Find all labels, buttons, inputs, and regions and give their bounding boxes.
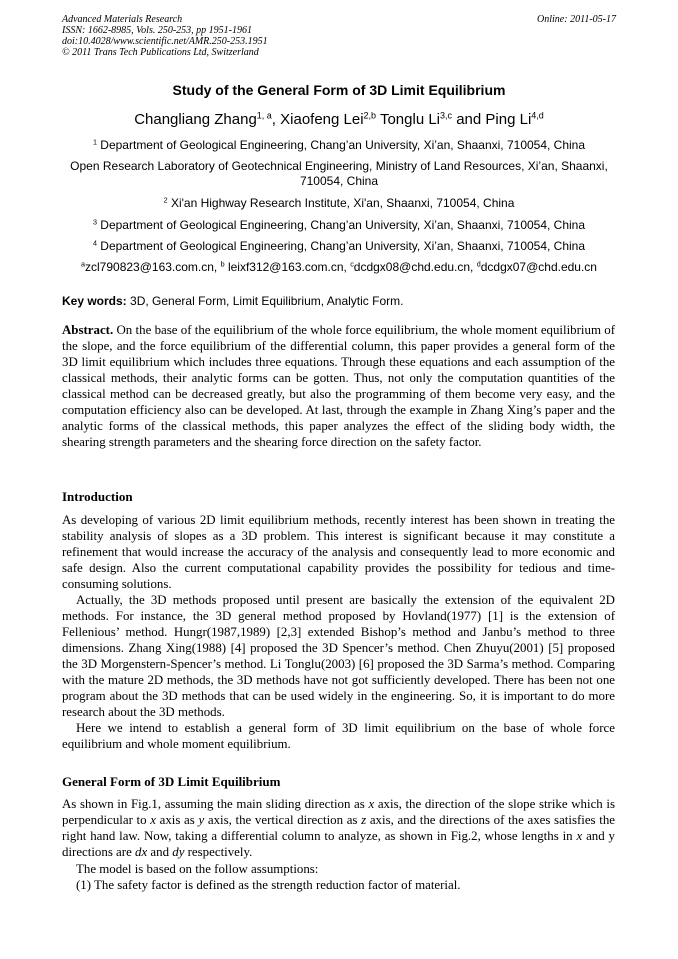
email-address: dcdgx08@chd.edu.cn, — [353, 260, 477, 274]
affiliation — [70, 218, 608, 233]
journal-name: Advanced Materials Research — [62, 14, 183, 25]
author-separator: , — [271, 111, 281, 128]
online-date: Online: 2011-05-17 — [537, 14, 616, 25]
abstract-label: Abstract. — [62, 323, 114, 337]
paragraph: Here we intend to establish a general form of 3D limit equilibrium on the base of whole force equilibrium and whole moment equilibrium. — [62, 721, 615, 751]
affiliation-mark: 4 — [92, 238, 97, 248]
paragraph: (1) The safety factor is defined as the strength reduction factor of material. — [76, 878, 461, 892]
author-name: Changliang Zhang — [134, 111, 257, 128]
affiliation-text: Department of Geological Engineering, Chang’an University, Xi’an, Shaanxi, 710054, China — [100, 239, 586, 253]
email-address: zcl790823@163.com.cn, — [85, 260, 221, 274]
paper-title: Study of the General Form of 3D Limit Equilibrium — [172, 82, 506, 98]
affiliation-text: Open Research Laboratory of Geotechnical Engineering, Ministry of Land Resources, Xi’an, Shaanxi, 710054, China — [70, 159, 608, 188]
email-mark: a — [81, 259, 85, 269]
affiliation-text: Xi'an Highway Research Institute, Xi'an, Shaanxi, 710054, China — [170, 196, 515, 210]
author-list — [0, 111, 678, 128]
paragraph: As developing of various 2D limit equilibrium methods, recently interest has been shown in treating the stability analysis of slopes as a 3D problem. This interest is significant because it may constitute a refinement that would increase the accuracy of the analysis and consequently lead to more economic and safe design. Also the current computational capability provides the possibility for tedious and time-consuming solutions. — [62, 513, 615, 591]
abstract — [62, 322, 615, 450]
email-list — [50, 260, 628, 275]
affiliation-mark: 1 — [92, 137, 97, 147]
paragraph: As shown in Fig.1, assuming the main sliding direction as x axis, the direction of the slope strike which is perpendicular to x axis as y axis, the vertical direction as z axis, and the directions of the axes satisfies the right hand law. Now, taking a differential column to analyze, as shown in Fig.2, whose lengths in x and y directions are dx and dy respectively. — [62, 797, 615, 859]
paragraph: Actually, the 3D methods proposed until present are basically the extension of the equivalent 2D methods. For instance, the 3D general method proposed by Hovland(1977) [1] is the extension of Fellenious’ method. Hungr(1987,1989) [2,3] extended Bishop’s method and Janbu’s method to three dimensions. Zhang Xing(1988) [4] proposed the 3D Spencer’s method. Chen Zhuyu(2001) [5] proposed the 3D Morgenstern-Spencer’s method. Li Tonglu(2003) [6] proposed the 3D Sarma’s method. Comparing with the mature 2D methods, the 3D methods have not got sufficiently developed. There has been not one program about the 3D methods that can be used widely in the engineering. So, it is important to do more research about the 3D methods. — [62, 593, 615, 719]
affiliation-text: Department of Geological Engineering, Chang’an University, Xi’an, Shaanxi, 710054, China — [100, 218, 586, 232]
affiliation-mark: 2 — [163, 195, 168, 205]
keywords-label: Key words: — [62, 294, 127, 308]
author-affiliation-mark: 4,d — [531, 110, 544, 121]
affiliation — [70, 239, 608, 254]
section-heading: General Form of 3D Limit Equilibrium — [62, 774, 281, 789]
abstract-text: On the base of the equilibrium of the whole force equilibrium, the whole moment equilibrium of the slope, and the force equilibrium of the differential column, this paper provides a general form of the 3D limit equilibrium which includes three equations. Through these equations and each assumption of the classical methods, their analytic forms can be gotten. Thus, not only the computation quantities of the classical method can be decreased greatly, but also the programming of them become very easy, and the computation efficiency also can be developed. At last, through the example in Zhang Xing’s paper and the analytic forms of the classical methods, this paper analyzes the effect of the sliding body width, the shearing strength parameters and the shearing force direction on the safety factor. — [62, 323, 615, 449]
keywords-text: 3D, General Form, Limit Equilibrium, Analytic Form. — [130, 294, 404, 308]
affiliation — [70, 159, 608, 189]
affiliation-mark: 3 — [92, 217, 97, 227]
email-mark: d — [476, 259, 481, 269]
email-address: leixf312@163.com.cn, — [227, 260, 351, 274]
keywords — [62, 294, 403, 308]
author-name: Tonglu Li — [379, 111, 441, 128]
author-affiliation-mark: 2,b — [363, 110, 377, 121]
section-heading: Introduction — [62, 489, 133, 504]
journal-copyright: © 2011 Trans Tech Publications Ltd, Switzerland — [62, 47, 259, 58]
author-affiliation-mark: 1, a — [256, 110, 272, 121]
author-affiliation-mark: 3,c — [440, 110, 453, 121]
journal-issn: ISSN: 1662-8985, Vols. 250-253, pp 1951-1961 — [62, 25, 252, 36]
author-separator: and — [452, 111, 486, 128]
affiliation-text: Department of Geological Engineering, Chang’an University, Xi’an, Shaanxi, 710054, China — [100, 138, 586, 152]
author-name: Ping Li — [485, 111, 532, 128]
journal-doi: doi:10.4028/www.scientific.net/AMR.250-253.1951 — [62, 36, 268, 47]
email-address: dcdgx07@chd.edu.cn — [480, 260, 597, 274]
journal-header — [62, 14, 268, 58]
affiliation — [70, 196, 608, 211]
email-mark: b — [220, 259, 225, 269]
author-name: Xiaofeng Lei — [280, 111, 364, 128]
email-mark: c — [350, 259, 354, 269]
affiliation — [70, 138, 608, 153]
paragraph: The model is based on the follow assumptions: — [76, 862, 319, 876]
